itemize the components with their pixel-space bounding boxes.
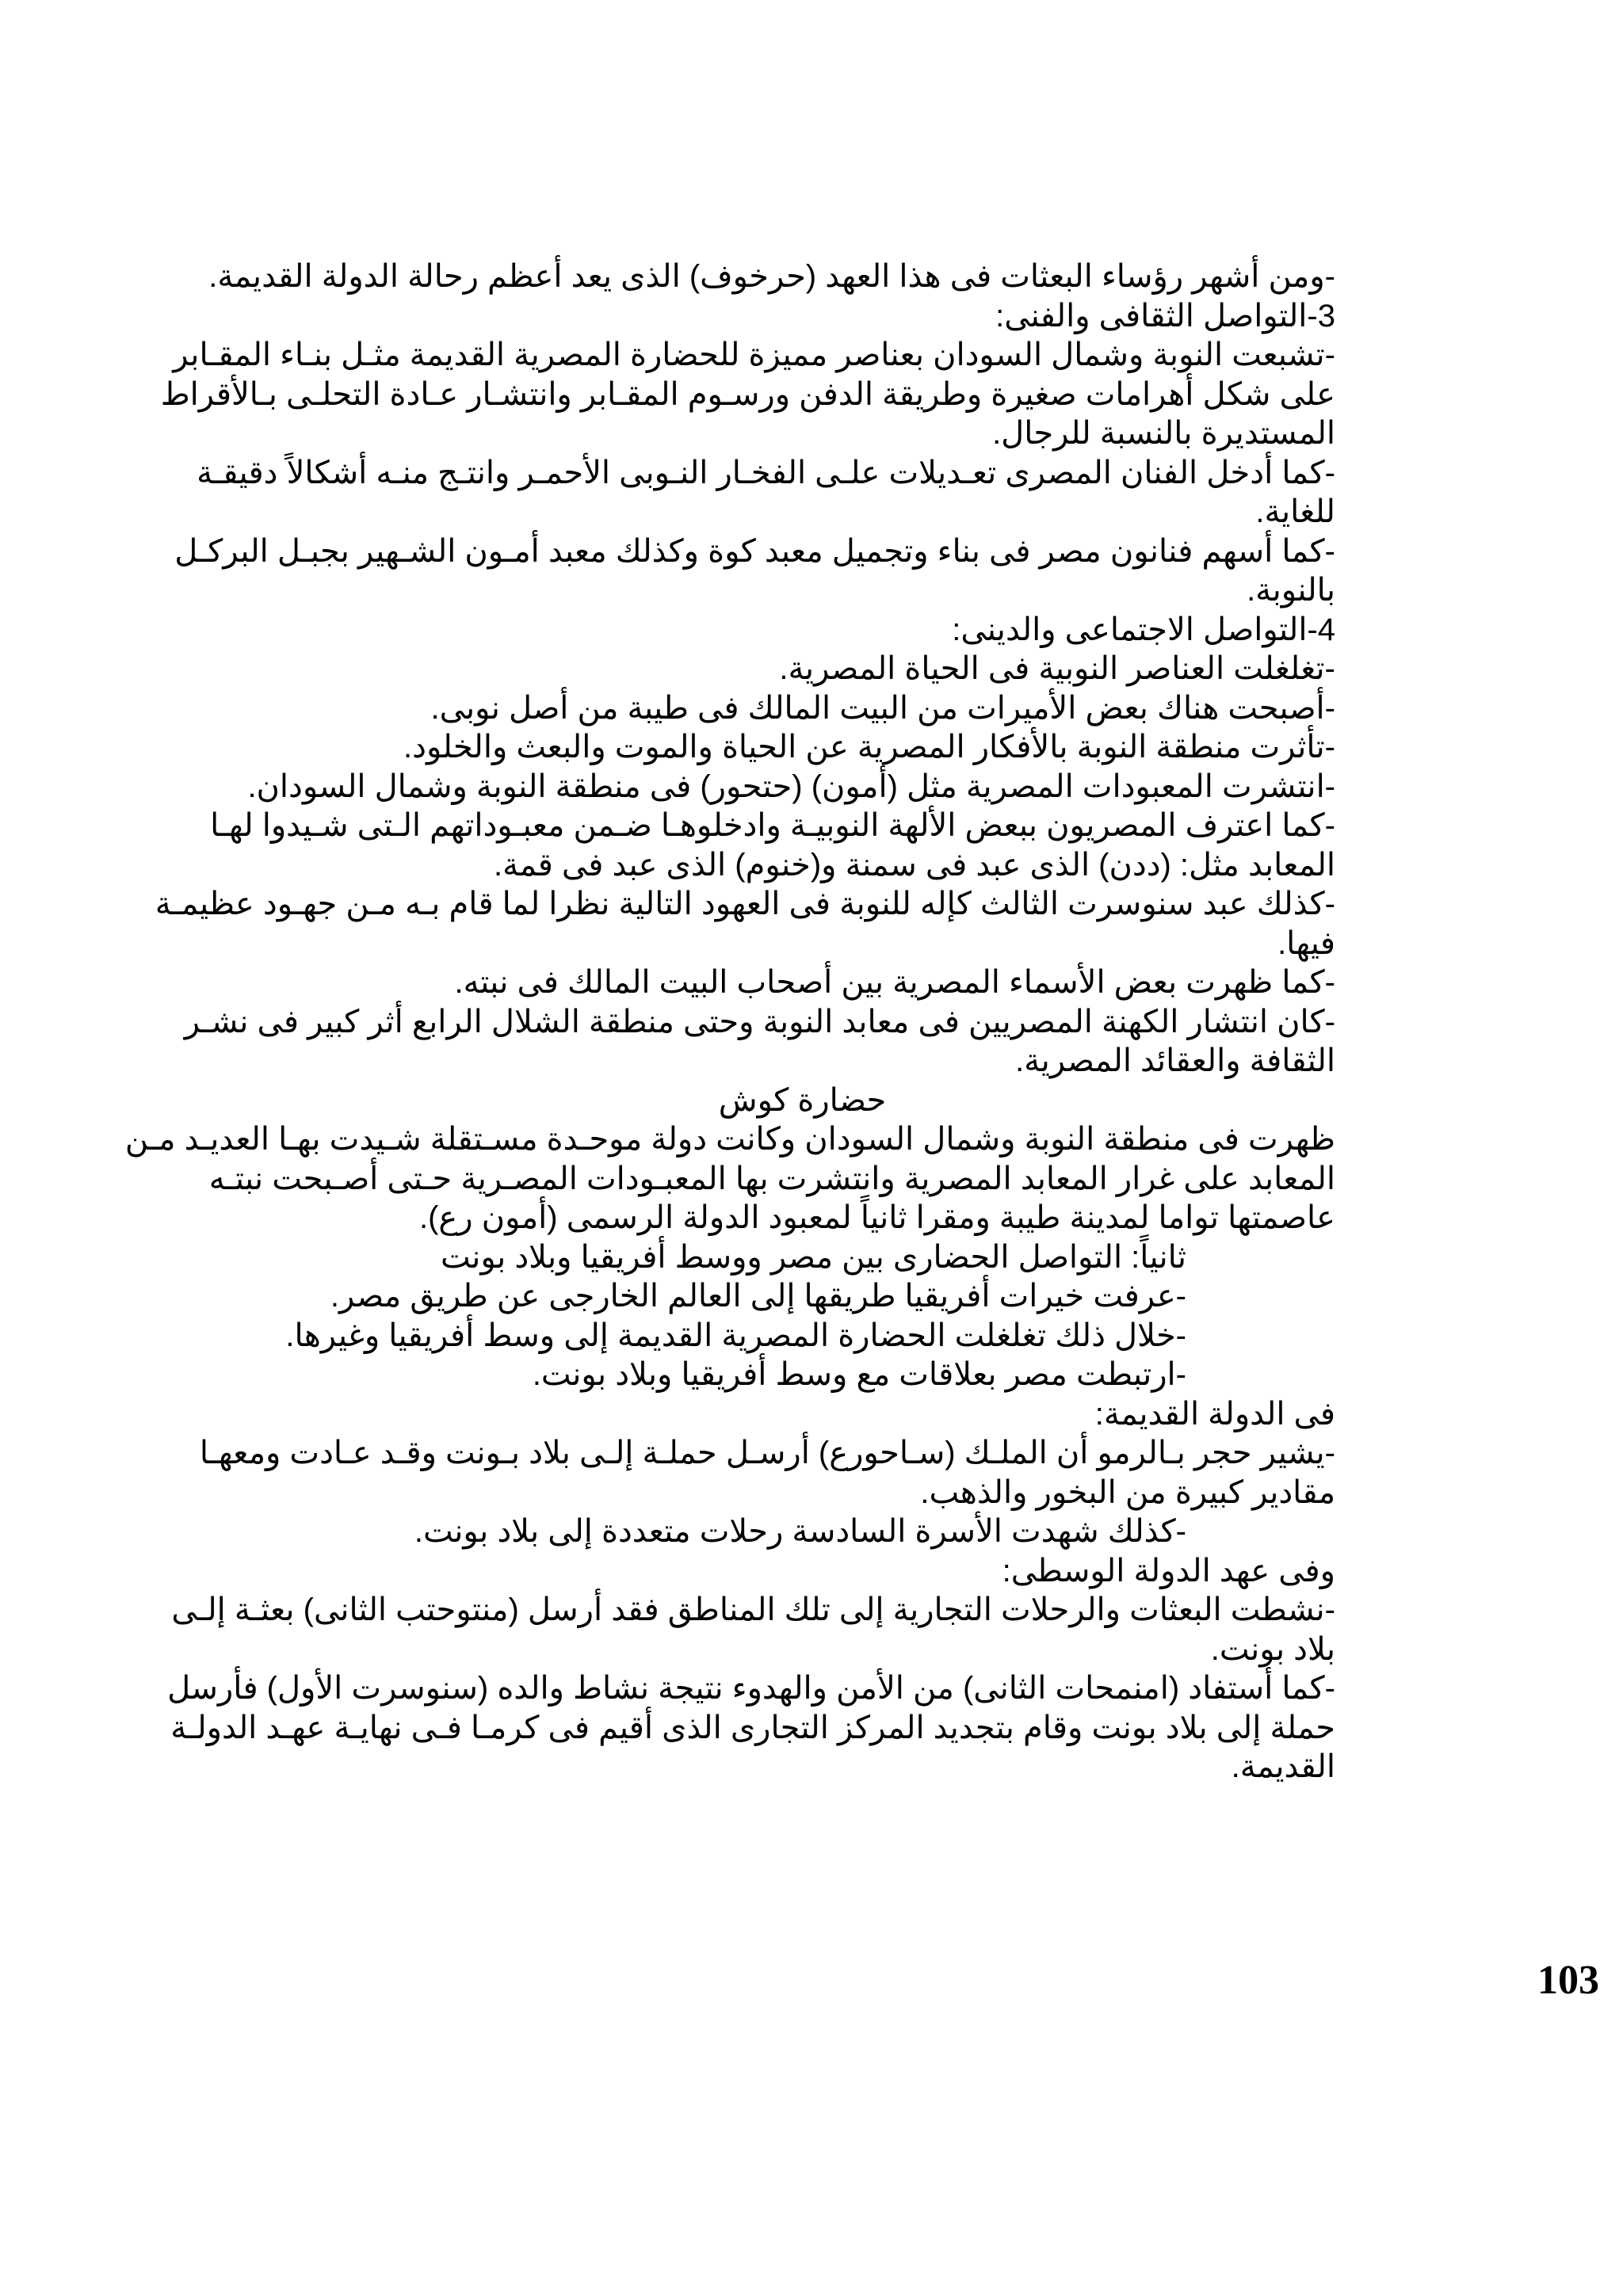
section-heading: 4-التواصل الاجتماعى والدينى: [952, 612, 1335, 647]
text-line: الثقافة والعقائد المصرية. [1015, 1043, 1335, 1078]
text-line: فيها. [1277, 925, 1335, 961]
text-line: -ارتبطت مصر بعلاقات مع وسط أفريقيا وبلاد بونت. [532, 1357, 1186, 1392]
text-line: -يشير حجر بـالرمو أن الملـك (سـاحورع) أرسـل حملـة إلـى بلاد بـونت وقـد عـادت ومعهـا [199, 1436, 1335, 1470]
text-line: -كما أدخل الفنان المصرى تعـديلات علـى الفخـار النـوبى الأحمـر وانتـج منـه أشكالاً دقيقـة [197, 455, 1335, 490]
text-line: -تشبعت النوبة وشمال السودان بعناصر مميزة للحضارة المصرية القديمة مثـل بنـاء المقـابر [173, 338, 1335, 372]
text-line: ظهرت فى منطقة النوبة وشمال السودان وكانت دولة موحـدة مسـتقلة شـيدت بهـا العديـد مـن [124, 1122, 1335, 1157]
text-line: المستديرة بالنسبة للرجال. [992, 416, 1335, 451]
section-heading: ثانياً: التواصل الحضارى بين مصر ووسط أفريقيا وبلاد بونت [441, 1239, 1186, 1275]
text-line: للغاية. [1255, 494, 1335, 529]
body-text [124, 257, 1335, 1787]
text-line: -خلال ذلك تغلغلت الحضارة المصرية القديمة إلى وسط أفريقيا وغيرها. [285, 1318, 1186, 1353]
text-line: -تأثرت منطقة النوبة بالأفكار المصرية عن الحياة والموت والبعث والخلود. [403, 730, 1335, 765]
text-line: -ومن أشهر رؤساء البعثات فى هذا العهد (حرخوف) الذى يعد أعظم رحالة الدولة القديمة. [208, 259, 1335, 294]
text-line: -أصبحت هناك بعض الأميرات من البيت المالك فى طيبة من أصل نوبى. [430, 690, 1335, 726]
text-line: -كذلك شهدت الأسرة السادسة رحلات متعددة إلى بلاد بونت. [414, 1514, 1186, 1549]
text-line: -انتشرت المعبودات المصرية مثل (أمون) (حتحور) فى منطقة النوبة وشمال السودان. [247, 769, 1335, 804]
text-line: المعابد مثل: (ددن) الذى عبد فى سمنة و(خنوم) الذى عبد فى قمة. [494, 847, 1335, 883]
text-line: عاصمتها تواما لمدينة طيبة ومقرا ثانياً لمعبود الدولة الرسمى (أمون رع). [418, 1200, 1335, 1235]
section-heading: وفى عهد الدولة الوسطى: [1002, 1553, 1335, 1589]
section-heading: فى الدولة القديمة: [1094, 1396, 1335, 1432]
text-line: -كذلك عبد سنوسرت الثالث كإله للنوبة فى العهود التالية نظرا لما قام بـه مـن جهـود عظيمـة [155, 887, 1335, 921]
text-line: -كما ظهرت بعض الأسماء المصرية بين أصحاب البيت المالك فى نبته. [454, 965, 1335, 1000]
text-line: بلاد بونت. [1210, 1631, 1335, 1667]
text-line: مقادير كبيرة من البخور والذهب. [920, 1474, 1335, 1510]
text-line: -كما اعترف المصريون ببعض الألهة النوبيـة وادخلوهـا ضـمن معبـوداتهم الـتى شـيدوا لهـا [210, 808, 1335, 843]
text-line: القديمة. [1231, 1749, 1335, 1784]
page-number: 103 [1537, 1958, 1599, 2003]
text-line: -عرفت خيرات أفريقيا طريقها إلى العالم الخارجى عن طريق مصر. [330, 1279, 1186, 1314]
text-line: بالنوبة. [1247, 573, 1335, 608]
text-line: المعابد على غرار المعابد المصرية وانتشرت بها المعبـودات المصـرية حـتى أصـبحت نبتـه [208, 1161, 1335, 1196]
text-line: -تغلغلت العناصر النوبية فى الحياة المصرية. [779, 651, 1335, 686]
text-line: على شكل أهرامات صغيرة وطريقة الدفن ورسـوم المقـابر وانتشـار عـادة التحلـى بـالأقراط [160, 376, 1335, 412]
text-line: -نشطت البعثات والرحلات التجارية إلى تلك المناطق فقد أرسل (منتوحتب الثانى) بعثـة إلـى [171, 1592, 1335, 1627]
text-line: -كان انتشار الكهنة المصريين فى معابد النوبة وحتى منطقة الشلال الرابع أثر كبير فى نشـر [184, 1004, 1335, 1039]
text-line: -كما أستفاد (امنمحات الثانى) من الأمن والهدوء نتيجة نشاط والده (سنوسرت الأول) فأرسل [167, 1671, 1335, 1706]
section-title: حضارة كوش [718, 1082, 887, 1118]
section-heading: 3-التواصل الثقافى والفنى: [995, 298, 1335, 334]
text-line: حملة إلى بلاد بونت وقام بتجديد المركز التجارى الذى أقيم فى كرمـا فـى نهايـة عهـد الدولـة [170, 1710, 1335, 1745]
text-line: -كما أسهم فنانون مصر فى بناء وتجميل معبد كوة وكذلك معبد أمـون الشـهير بجبـل البركـل [174, 533, 1335, 569]
